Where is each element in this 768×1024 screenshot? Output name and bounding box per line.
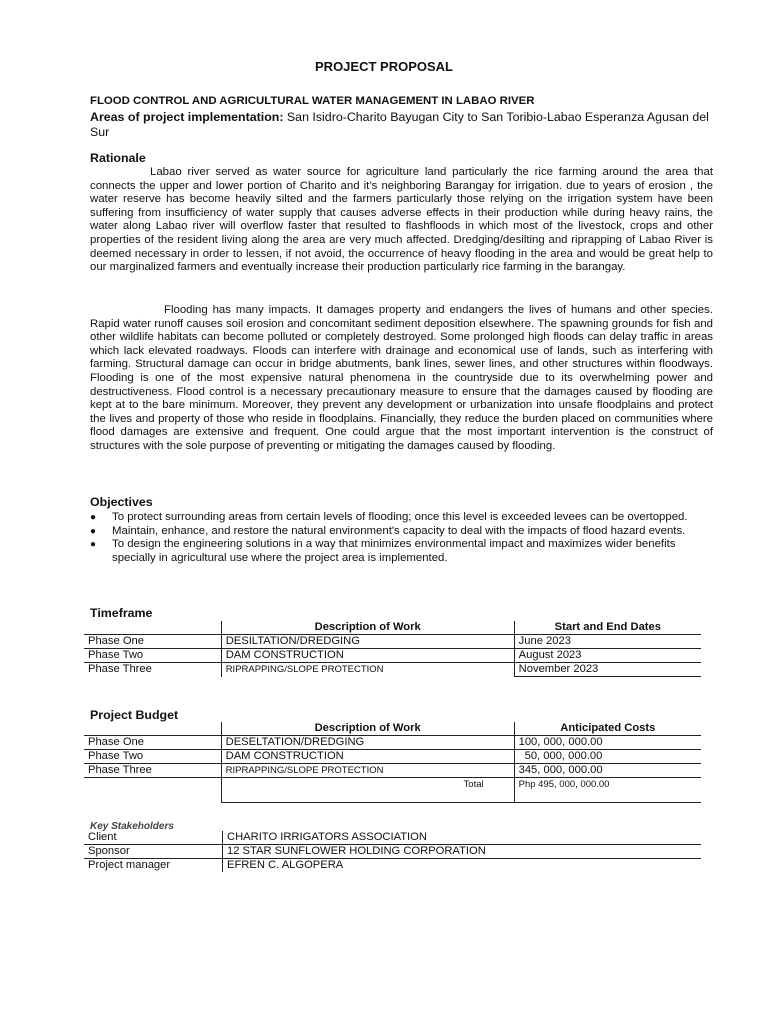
description-cell: DAM CONSTRUCTION — [221, 649, 514, 663]
name-cell: CHARITO IRRIGATORS ASSOCIATION — [223, 831, 702, 845]
areas-of-implementation — [90, 110, 730, 140]
description-cell: DAM CONSTRUCTION — [221, 750, 514, 764]
total-value: Php 495, 000, 000.00 — [514, 778, 701, 803]
phase-cell: Phase Two — [84, 750, 221, 764]
stakeholders-table — [84, 831, 701, 872]
total-label: Total — [221, 778, 514, 803]
objective-item — [90, 511, 720, 525]
table-row — [84, 859, 701, 873]
areas-value: San Isidro-Charito Bayugan City to San Toribio-Labao Esperanza Agusan del Sur — [90, 110, 709, 139]
objective-text: Maintain, enhance, and restore the natural environment's capacity to deal with the impacts of flood hazard events. — [112, 524, 686, 537]
phase-cell: Phase Three — [88, 663, 152, 675]
table-header-cost: Anticipated Costs — [514, 722, 701, 736]
rationale-paragraph-2-text: Flooding has many impacts. It damages property and endangers the lives of humans and other species. Rapid water runoff causes soil erosion and concomitant sediment deposition elsewhere. The spawning grounds for fish and other wildlife habitats can become polluted or completely destroyed. Some prolonged high floods can delay traffic in areas which lack elevated roadways. Floods can interfere with drainage and economical use of lands, such as interfering with farming. Structural damage can occur in bridge abutments, bank lines, sewer lines, and other structures within floodways. Flooding is one of the most expensive natural phenomena in the countryside due to its overwhelming power and destructiveness. Flood control is a necessary precautionary measure to ensure that the damages caused by flooding are kept at to the bare minimum. Moreover, they prevent any development or urbanization into unsafe floodplains and protect the lives and property of those who reside in floodplains. Financially, they reduce the burden placed on communities where flood damages are extensive and frequent. One could argue that the most important intervention is the construct of structures with the sole purpose of preventing or mitigating the damages caused by flooding. — [90, 304, 713, 452]
phase-cell: Phase Two — [84, 649, 221, 663]
table-row — [84, 663, 701, 677]
rationale-paragraph-2 — [90, 304, 713, 454]
objective-text: To protect surrounding areas from certain levels of flooding; once this level is exceeded levees can be overtopped. — [112, 511, 688, 523]
table-header-dates: Start and End Dates — [514, 621, 701, 635]
rationale-heading: Rationale — [90, 151, 146, 165]
objective-item — [90, 525, 720, 539]
page-title: PROJECT PROPOSAL — [315, 59, 453, 74]
phase-cell: Phase One — [84, 736, 221, 750]
description-cell: RIPRAPPING/SLOPE PROTECTION — [221, 663, 514, 677]
description-cell: DESELTATION/DREDGING — [221, 736, 514, 750]
bullet-icon: ● — [90, 525, 97, 537]
date-cell: November 2023 — [514, 663, 701, 677]
name-cell: EFREN C. ALGOPERA — [223, 859, 702, 873]
name-cell: 12 STAR SUNFLOWER HOLDING CORPORATION — [223, 845, 702, 859]
table-row — [84, 750, 701, 764]
table-header-cell — [84, 621, 221, 635]
role-cell: Project manager — [88, 859, 171, 871]
bullet-icon: ● — [90, 512, 97, 523]
table-row — [84, 831, 701, 845]
areas-label: Areas of project implementation: — [90, 110, 284, 124]
table-row — [84, 649, 701, 663]
cost-cell: 345, 000, 000.00 — [514, 764, 701, 778]
bullet-icon: ● — [90, 539, 97, 551]
cost-cell: 50, 000, 000.00 — [514, 750, 701, 764]
rationale-paragraph-1 — [90, 166, 713, 275]
table-row — [84, 845, 701, 859]
table-header-description: Description of Work — [221, 621, 514, 635]
date-cell: August 2023 — [514, 649, 701, 663]
timeframe-table — [84, 621, 701, 677]
project-subtitle: FLOOD CONTROL AND AGRICULTURAL WATER MANAGEMENT IN LABAO RIVER — [90, 95, 535, 107]
table-total-row — [84, 778, 701, 803]
table-row — [84, 764, 701, 778]
table-header-cell — [84, 722, 221, 736]
objectives-heading: Objectives — [90, 495, 153, 509]
table-header-row — [84, 621, 701, 635]
budget-heading: Project Budget — [90, 708, 179, 722]
timeframe-heading: Timeframe — [90, 606, 153, 620]
empty-cell — [84, 778, 221, 803]
cost-cell: 100, 000, 000.00 — [514, 736, 701, 750]
phase-cell: Phase Three — [84, 764, 221, 778]
table-row — [84, 736, 701, 750]
stakeholders-heading: Key Stakeholders — [90, 821, 174, 832]
table-header-description: Description of Work — [221, 722, 514, 736]
table-header-row — [84, 722, 701, 736]
date-cell: June 2023 — [514, 635, 701, 649]
description-cell: DESILTATION/DREDGING — [221, 635, 514, 649]
description-cell: RIPRAPPING/SLOPE PROTECTION — [221, 764, 514, 778]
phase-cell: Phase One — [84, 635, 221, 649]
role-cell: Sponsor — [84, 845, 223, 859]
objective-text: To design the engineering solutions in a way that minimizes environmental impact and maximizes wider benefits specially in agricultural use where the project area is implemented. — [112, 538, 676, 564]
budget-table — [84, 722, 701, 803]
objective-item — [90, 538, 720, 565]
table-row — [84, 635, 701, 649]
role-cell: Client — [84, 831, 223, 845]
objectives-list — [90, 511, 720, 565]
rationale-paragraph-1-text: Labao river served as water source for agriculture land particularly the rice farming around the area that connects the upper and lower portion of Charito and it’s neighboring Barangay for irrigation. due to years of erosion , the water reserve has become heavily silted and the farmers particularly those relying on the irrigation system have been suffering from insufficiency of water supply that causes adverse effects in their production while during heavy rains, the water along Labao river will overflow faster that resulted to flashfloods in which most of the livestock, crops and other properties of the resident living along the area are very much affected. Dredging/desilting and riprapping of Labao River is deemed necessary in order to lessen, if not avoid, the occurrence of heavy flooding in the area and would be great help to our marginalized farmers and eventually increase their production particularly rice farming in the barangay. — [90, 166, 713, 274]
